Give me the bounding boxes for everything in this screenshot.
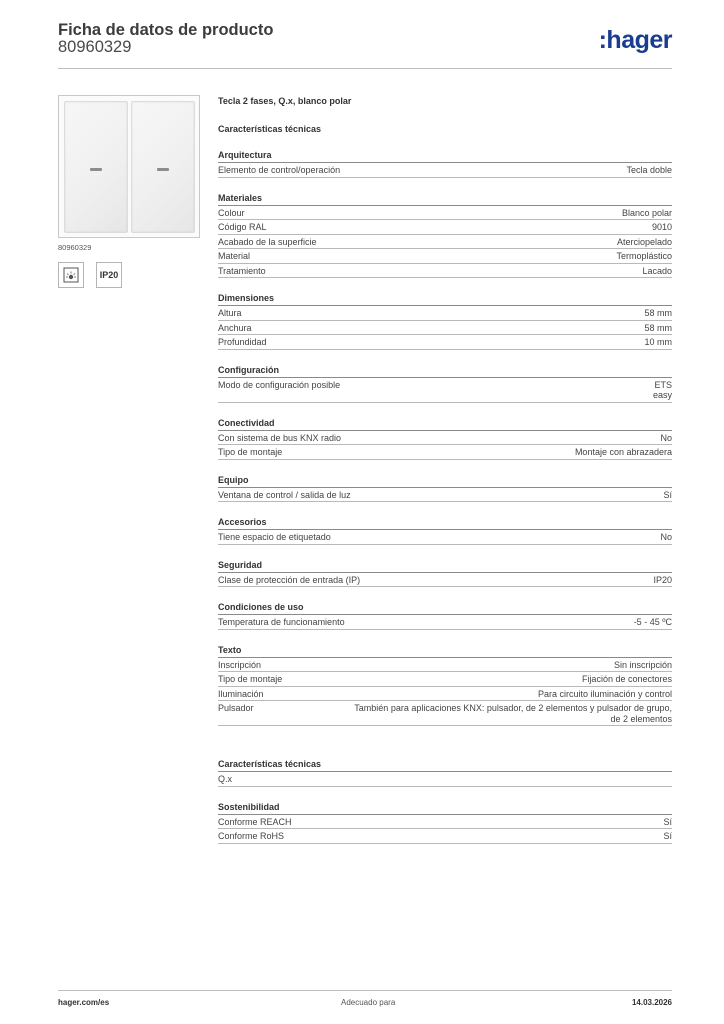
spec-row	[218, 335, 672, 350]
spec-label: Material	[218, 251, 251, 261]
spec-row	[218, 378, 672, 403]
product-code: 80960329	[58, 38, 132, 56]
product-image	[58, 95, 200, 238]
led-window-left	[90, 168, 102, 171]
spec-section	[218, 292, 672, 350]
rocker-right	[131, 101, 195, 233]
spec-row	[218, 672, 672, 687]
section-heading: Texto	[218, 644, 672, 658]
spec-value: Aterciopelado	[616, 236, 672, 247]
section-heading: Seguridad	[218, 559, 672, 573]
spec-value: 58 mm	[644, 322, 672, 333]
spec-label: Elemento de control/operación	[218, 165, 341, 175]
spec-label: Clase de protección de entrada (IP)	[218, 574, 361, 585]
spec-label: Con sistema de bus KNX radio	[218, 432, 342, 443]
section-heading: Condiciones de uso	[218, 601, 672, 615]
spec-value: -5 - 45 ºC	[633, 617, 672, 627]
spec-value: Sí	[663, 831, 672, 841]
spec-label: Profundidad	[218, 337, 267, 347]
spec-row	[218, 206, 672, 221]
spec-label: Tipo de montaje	[218, 674, 283, 684]
section-heading: Accesorios	[218, 516, 672, 530]
spec-label: Altura	[218, 308, 242, 318]
spec-value: Termoplástico	[616, 251, 672, 261]
spec-row	[218, 815, 672, 830]
spec-label: Conforme REACH	[218, 816, 292, 827]
spec-label: Q.x	[218, 774, 233, 784]
main-heading: Características técnicas	[218, 124, 322, 134]
spec-row	[218, 220, 672, 235]
spec-value: 9010	[651, 222, 672, 232]
footer-date: 14.03.2026	[631, 998, 672, 1007]
section-heading: Conectividad	[218, 417, 672, 431]
spec-section	[218, 559, 672, 588]
ip-rating-text: IP20	[99, 270, 119, 280]
spec-section	[218, 601, 672, 630]
spec-row	[218, 772, 672, 787]
spec-label: Tratamiento	[218, 265, 266, 276]
spec-section	[218, 149, 672, 178]
spec-label: Tiene espacio de etiquetado	[218, 532, 331, 542]
spec-label: Anchura	[218, 322, 252, 333]
spec-section	[218, 474, 672, 503]
spec-label: Pulsador	[218, 703, 254, 713]
spec-value: Fijación de conectores	[581, 674, 672, 684]
section-heading: Características técnicas	[218, 758, 672, 772]
spec-label: Conforme RoHS	[218, 831, 285, 841]
spec-section	[218, 516, 672, 545]
header-divider	[58, 68, 672, 69]
spec-value: No	[660, 432, 672, 443]
spec-row	[218, 431, 672, 446]
spec-row	[218, 163, 672, 178]
spec-row	[218, 829, 672, 844]
spec-value: Tecla doble	[626, 165, 672, 175]
spec-row	[218, 530, 672, 545]
spec-value: También para aplicaciones KNX: pulsador, de 2 elementos y pulsador de grupo, de 2 elementos	[354, 703, 672, 724]
spec-row	[218, 249, 672, 264]
spec-label: Tipo de montaje	[218, 447, 283, 457]
spec-row	[218, 321, 672, 336]
section-heading: Configuración	[218, 364, 672, 378]
spec-label: Iluminación	[218, 688, 264, 699]
spec-row	[218, 573, 672, 588]
section-heading: Sostenibilidad	[218, 801, 672, 815]
spec-value: Para circuito iluminación y control	[537, 688, 672, 699]
spec-row	[218, 235, 672, 250]
product-name: Tecla 2 fases, Q.x, blanco polar	[218, 96, 352, 106]
spec-row	[218, 306, 672, 321]
spec-value: Sí	[663, 489, 672, 500]
spec-value: Sí	[663, 816, 672, 827]
spec-row	[218, 264, 672, 279]
spec-label: Ventana de control / salida de luz	[218, 489, 351, 500]
spec-value: ETS easy	[652, 379, 672, 400]
spec-value: 10 mm	[644, 337, 672, 347]
rocker-left	[64, 101, 128, 233]
footer-divider	[58, 990, 672, 991]
section-heading: Equipo	[218, 474, 672, 488]
spec-value: Montaje con abrazadera	[574, 447, 672, 457]
spec-section	[218, 364, 672, 403]
ip-rating-badge	[96, 262, 122, 288]
spec-content	[218, 95, 672, 844]
light-switch-icon-graphic	[59, 263, 83, 287]
hager-logo: :hager	[598, 26, 672, 54]
led-window-right	[157, 168, 169, 171]
section-heading: Dimensiones	[218, 292, 672, 306]
spec-row	[218, 687, 672, 702]
spec-value: Blanco polar	[621, 207, 672, 218]
spec-row	[218, 488, 672, 503]
spec-section	[218, 417, 672, 460]
spec-section	[218, 192, 672, 279]
spec-label: Inscripción	[218, 659, 262, 670]
image-caption: 80960329	[58, 243, 92, 252]
spec-section	[218, 801, 672, 844]
spec-value: IP20	[653, 574, 672, 585]
page-title: Ficha de datos de producto	[58, 21, 274, 39]
light-switch-icon	[58, 262, 84, 288]
spec-label: Acabado de la superficie	[218, 236, 317, 247]
spec-section	[218, 644, 672, 727]
spec-sections	[218, 149, 672, 726]
extra-sections	[218, 758, 672, 844]
section-heading: Materiales	[218, 192, 672, 206]
spec-row	[218, 701, 672, 726]
footer-middle-text: Adecuado para	[341, 998, 396, 1007]
spec-value: 58 mm	[644, 308, 672, 318]
spec-row	[218, 615, 672, 630]
spec-row	[218, 658, 672, 673]
spec-value: Lacado	[642, 265, 672, 276]
spec-row	[218, 445, 672, 460]
spec-section	[218, 758, 672, 787]
spec-value: Sin inscripción	[613, 659, 672, 670]
spec-label: Modo de configuración posible	[218, 379, 341, 390]
spec-label: Temperatura de funcionamiento	[218, 617, 345, 627]
spec-label: Colour	[218, 207, 245, 218]
spec-label: Código RAL	[218, 222, 267, 232]
footer-website-link[interactable]: hager.com/es	[58, 998, 110, 1007]
section-heading: Arquitectura	[218, 149, 672, 163]
spec-value: No	[660, 532, 672, 542]
